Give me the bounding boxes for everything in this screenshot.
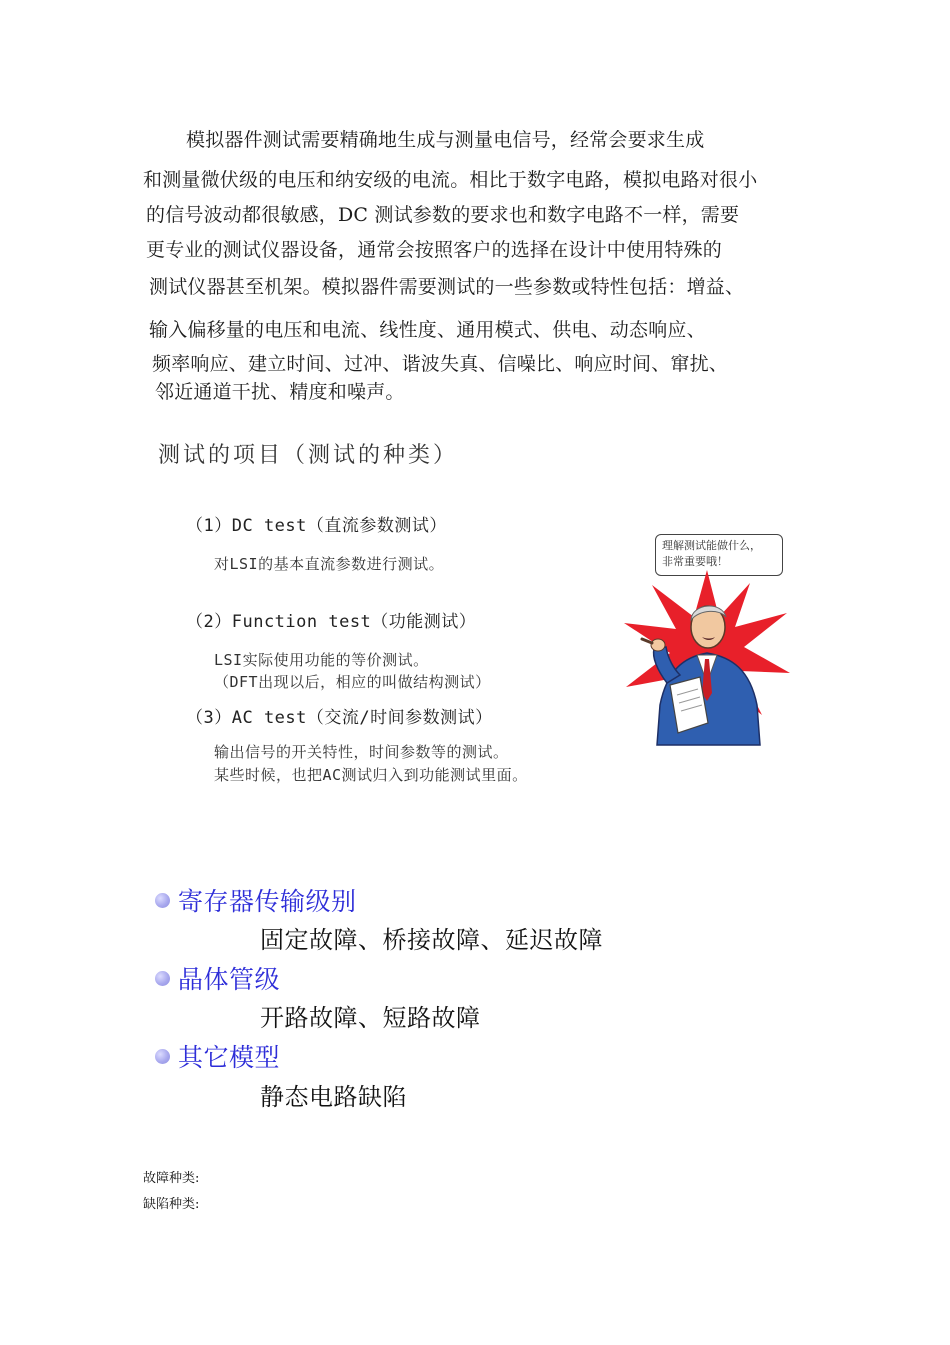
bullet-label-other-models: 其它模型: [178, 1043, 281, 1072]
bullet-label-register-transfer: 寄存器传输级别: [178, 887, 357, 916]
speech-bubble-line-1: 理解测试能做什么，: [662, 539, 761, 552]
ac-test-desc-2: 某些时候，也把AC测试归入到功能测试里面。: [214, 766, 528, 784]
bullet-other-models: [155, 1038, 280, 1074]
intro-line-6: 输入偏移量的电压和电流、线性度、通用模式、供电、动态响应、: [149, 319, 706, 341]
bullet-dot-icon: [155, 971, 170, 986]
bullet-register-transfer: [155, 882, 357, 918]
bullet-label-transistor: 晶体管级: [178, 965, 281, 994]
intro-line-1: 模拟器件测试需要精确地生成与测量电信号，经常会要求生成: [186, 129, 705, 151]
presenter-illustration: [622, 565, 792, 750]
bullet-transistor: [155, 960, 280, 996]
intro-line-2: 和测量微伏级的电压和纳安级的电流。相比于数字电路，模拟电路对很小: [143, 169, 758, 191]
intro-line-4: 更专业的测试仪器设备，通常会按照客户的选择在设计中使用特殊的: [146, 239, 723, 261]
ac-test-heading: （3）AC test（交流/时间参数测试）: [186, 708, 493, 728]
bullet-detail-register-transfer: 固定故障、桥接故障、延迟故障: [260, 926, 603, 954]
bullet-detail-other-models: 静态电路缺陷: [260, 1083, 407, 1111]
intro-line-7: 频率响应、建立时间、过冲、谐波失真、信噪比、响应时间、窜扰、: [152, 353, 729, 375]
function-test-heading: （2）Function test（功能测试）: [186, 612, 477, 632]
fault-types-label: 故障种类:: [143, 1171, 200, 1186]
intro-line-5: 测试仪器甚至机架。模拟器件需要测试的一些参数或特性包括：增益、: [149, 276, 745, 298]
bullet-dot-icon: [155, 1049, 170, 1064]
test-section-title: 测试的项目（测试的种类）: [158, 443, 459, 468]
dc-test-heading: （1）DC test（直流参数测试）: [186, 516, 447, 536]
function-test-desc-1: LSI实际使用功能的等价测试。: [214, 651, 429, 669]
speech-bubble-line-2: 非常重要哦！: [662, 555, 728, 568]
defect-types-label: 缺陷种类:: [143, 1197, 200, 1212]
intro-line-8: 邻近通道干扰、精度和噪声。: [155, 381, 405, 403]
bullet-detail-transistor: 开路故障、短路故障: [260, 1004, 481, 1032]
bullet-dot-icon: [155, 893, 170, 908]
ac-test-desc-1: 输出信号的开关特性，时间参数等的测试。: [214, 743, 509, 761]
dc-test-desc: 对LSI的基本直流参数进行测试。: [214, 555, 445, 573]
intro-line-3: 的信号波动都很敏感，DC 测试参数的要求也和数字电路不一样，需要: [146, 204, 740, 226]
function-test-desc-2: （DFT出现以后，相应的叫做结构测试）: [214, 673, 491, 691]
